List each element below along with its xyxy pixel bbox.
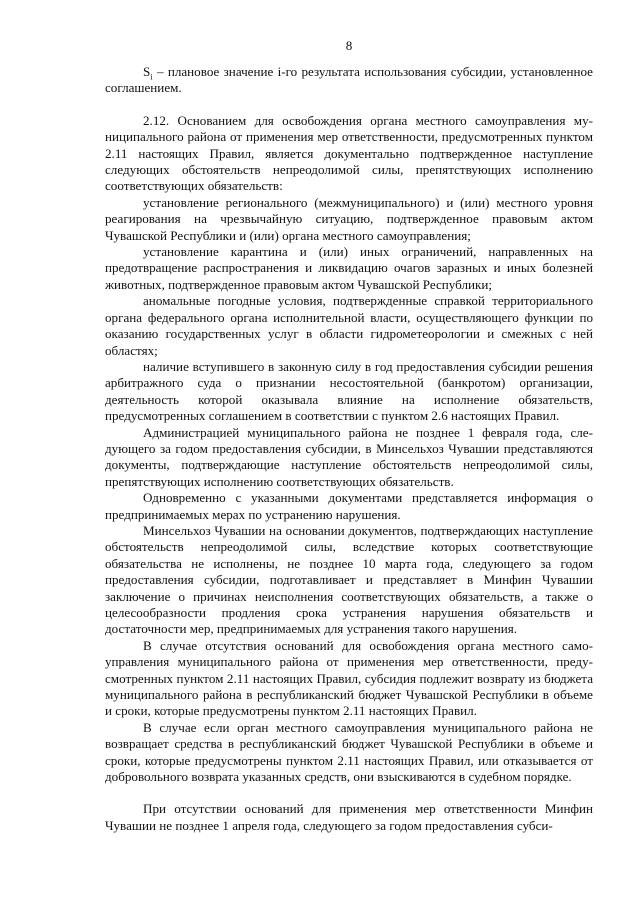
paragraph-court-recovery: В случае если орган местного самоуправления муниципального района не возвращает средства в республиканский бюджет Чувашской Республики в объеме и сроки, которые предусмотрены пунктом 2.11 настоящих Правил, или отказывается от добровольного возврата указанных средств, они взыскиваются в судебном порядке. (105, 719, 593, 785)
paragraph-quarantine: установление карантина и (или) иных ограничений, направленных на предотвращение распространения и ликвидацию очагов заразных и иных болезней животных, подтвержденное правовым актом Чувашской Республики; (105, 244, 593, 292)
paragraph-no-grounds: При отсутствии оснований для применения мер ответственности Минфин Чувашии не позднее 1 апреля года, следующего за годом предоставления субси- (105, 801, 593, 833)
variable-definition: – плановое значение i-го результата использования субсидии, установленное соглашением. (105, 64, 593, 96)
document-body (105, 64, 593, 834)
paragraph-section-2-12: 2.12. Основанием для освобождения органа местного самоуправления муниципального района от применения мер ответственности, предусмотренных пунктом 2.11 настоящих Правил, является документально подтвержденное наступление следующих обстоятельств непреодолимой силы, препятствующих исполнению соответствующих обязательств: (105, 112, 593, 194)
variable-subscript: i (150, 71, 153, 82)
paragraph-formula-variable (105, 64, 593, 97)
page-number: 8 (345, 38, 353, 53)
variable-symbol: S (143, 64, 151, 79)
paragraph-measures-info: Одновременно с указанными документами представляется информация о предпринимаемых мерах по устранению нарушения. (105, 490, 593, 522)
document-page (105, 0, 593, 905)
paragraph-ministry-conclusion: Минсельхоз Чувашии на основании документов, подтверждающих наступление обстоятельств непреодолимой силы, вследствие которых соответствующие обязательства не исполнены, не позднее 10 марта года, следующего за годом предоставления субсидии, подготавливает и представляет в Минфин Чувашии заключение о причинах неисполнения соответствующих обязательств, а также о целесообразности продления срока устранения нарушения обязательств и достаточности мер, предпринимаемых для устранения такого нарушения. (105, 522, 593, 637)
paragraph-weather-conditions: аномальные погодные условия, подтвержденные справкой территориального органа федерального органа исполнительной власти, осуществляющего функции по оказанию государственных услуг в области гидрометеорологии и смежных с ней областях; (105, 293, 593, 358)
paragraph-subsidy-return: В случае отсутствия оснований для освобождения органа местного самоуправления муниципального района от применения мер ответственности, предусмотренных пунктом 2.11 настоящих Правил, субсидия подлежит возврату из бюджета муниципального района в республиканский бюджет Чувашской Республики в объеме и сроки, которые предусмотрены пунктом 2.11 настоящих Правил. (105, 637, 593, 719)
paragraph-documents-submission: Администрацией муниципального района не позднее 1 февраля года, следующего за годом предоставления субсидии, в Минсельхоз Чувашии представляются документы, подтверждающие наступление обстоятельств непреодолимой силы, препятствующих исполнению соответствующих обязательств. (105, 424, 593, 489)
paragraph-bankruptcy: наличие вступившего в законную силу в год предоставления субсидии решения арбитражного суда о признании несостоятельной (банкротом) организации, деятельность которой оказывала влияние на исполнение обязательств, предусмотренных соглашением в соответствии с пунктом 2.6 настоящих Правил. (105, 358, 593, 424)
paragraph-emergency-regime: установление регионального (межмуниципального) и (или) местного уровня реагирования на чрезвычайную ситуацию, подтвержденное правовым актом Чувашской Республики и (или) органа местного самоуправления; (105, 194, 593, 243)
